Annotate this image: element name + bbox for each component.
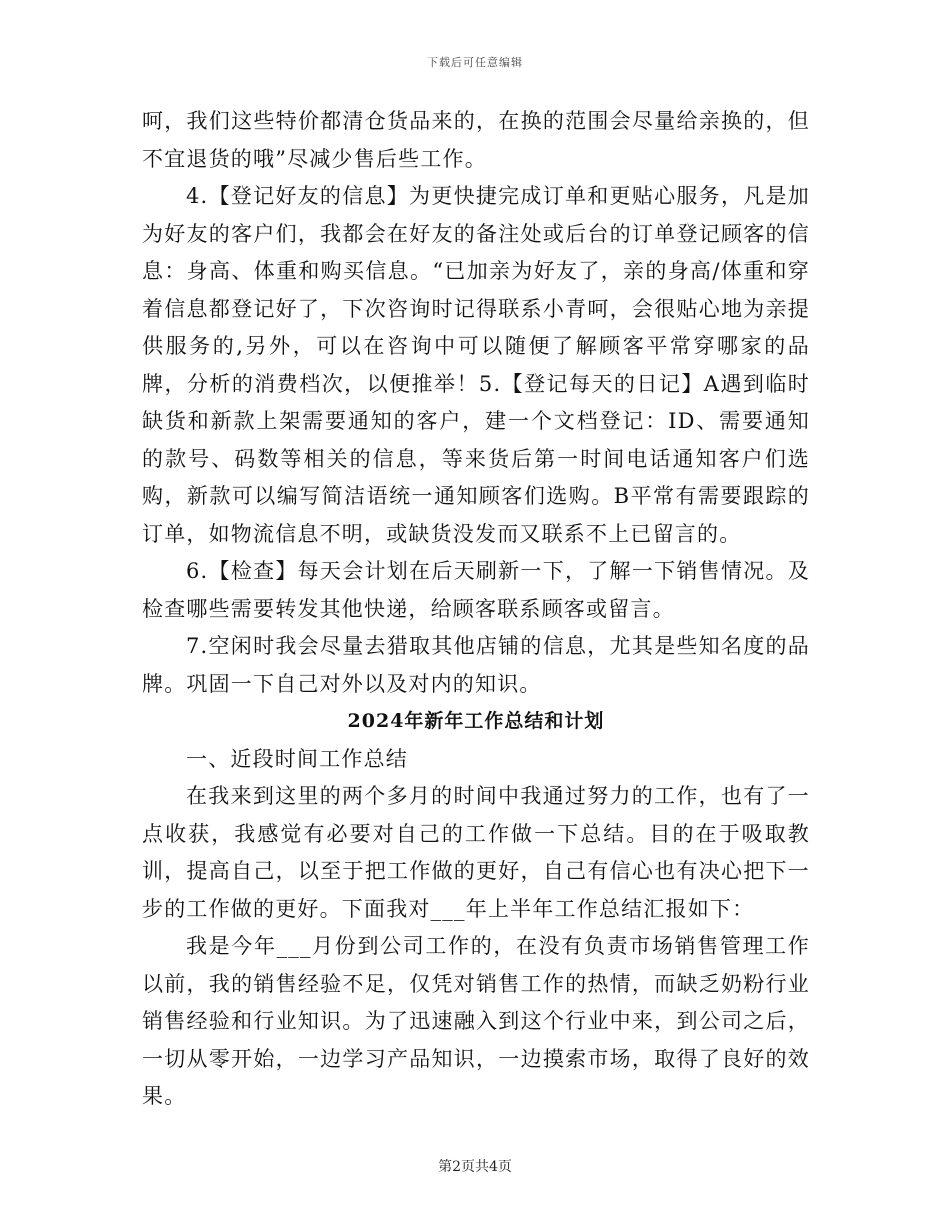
paragraph-continuation: 呵，我们这些特价都清仓货品来的，在换的范围会尽量给亲换的，但不宜退货的哦”尽减少售后些工作。 bbox=[142, 109, 810, 171]
paragraph-item-4: 4.【登记好友的信息】为更快捷完成订单和更贴心服务，凡是加为好友的客户们，我都会在好友的备注处或后台的订单登记顾客的信息：身高、体重和购买信息。“已加亲为好友了，亲的身高/体重和穿着信息都登记好了，下次咨询时记得联系小青呵，会很贴心地为亲提供服务的,另外，可以在咨询中可以随便了解顾客平常穿哪家的品牌，分析的消费档次，以便推举！5.【登记每天的日记】A遇到临时缺货和新款上架需要通知的客户，建一个文档登记：ID、需要通知的款号、码数等相关的信息，等来货后第一时间电话通知客户们选购，新款可以编写简洁语统一通知顾客们选购。B平常有需要跟踪的订单，如物流信息不明，或缺货没发而又联系不上已留言的。 bbox=[142, 184, 810, 546]
paragraph-item-7: 7.空闲时我会尽量去猎取其他店铺的信息，尤其是些知名度的品牌。巩固一下自己对外以及对内的知识。 bbox=[142, 634, 810, 696]
paragraph-background: 我是今年___月份到公司工作的，在没有负责市场销售管理工作以前，我的销售经验不足，仅凭对销售工作的热情，而缺乏奶粉行业销售经验和行业知识。为了迅速融入到这个行业中来，到公司之后，一切从零开始，一边学习产品知识，一边摸索市场，取得了良好的效果。 bbox=[142, 934, 810, 1108]
page-header: 下载后可任意编辑 bbox=[427, 56, 523, 69]
document-title: 2024年新年工作总结和计划 bbox=[347, 710, 605, 732]
paragraph-intro: 在我来到这里的两个多月的时间中我通过努力的工作，也有了一点收获，我感觉有必要对自己的工作做一下总结。目的在于吸取教训，提高自己，以至于把工作做的更好，自己有信心也有决心把下一步的工作做的更好。下面我对___年上半年工作总结汇报如下： bbox=[142, 784, 810, 921]
page-number: 第2页共4页 bbox=[438, 1159, 512, 1175]
section-heading: 一、近段时间工作总结 bbox=[186, 746, 408, 771]
paragraph-item-6: 6.【检查】每天会计划在后天刷新一下，了解一下销售情况。及检查哪些需要转发其他快递，给顾客联系顾客或留言。 bbox=[142, 559, 810, 621]
document-body bbox=[142, 103, 810, 1116]
